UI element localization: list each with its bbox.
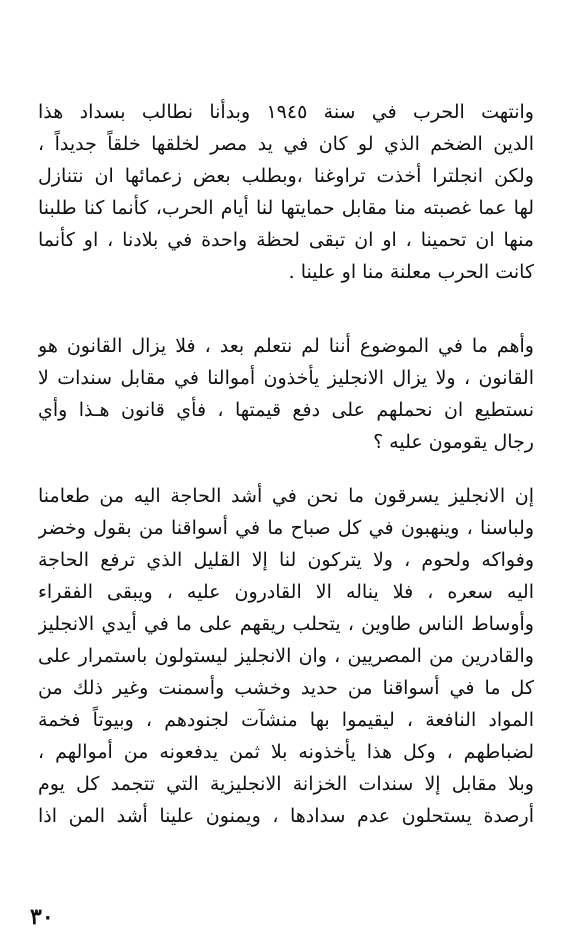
paragraph-line: أرصدة يستحلون عدم سدادها ، ويمنون علينا أشد المن اذا (38, 805, 534, 827)
paragraph-line: ولكن انجلترا أخذت تراوغنا ،وبطلب بعض زعمائها ان نتنازل (38, 165, 534, 187)
paragraph-3 (38, 480, 534, 832)
paragraph-line: وانتهت الحرب في سنة ١٩٤٥ وبدأنا نطالب بسداد هذا (38, 101, 534, 123)
paragraph-1 (38, 96, 534, 288)
paragraph-line: نستطيع ان نحملهم على دفع قيمتها ، فأي قانون هـذا وأي (38, 399, 534, 421)
paragraph-line: إن الانجليز يسرقون ما نحن في أشد الحاجة اليه من طعامنا (38, 485, 534, 507)
paragraph-line: وأهم ما في الموضوع أننا لم نتعلم بعد ، فلا يزال القانون هو (38, 335, 534, 357)
paragraph-line: القانون ، ولا يزال الانجليز يأخذون أموالنا في مقابل سندات لا (38, 367, 534, 389)
paragraph-2 (38, 330, 534, 458)
paragraph-line: والقادرين من المصريين ، وان الانجليز ليستولون باستمرار على (38, 645, 534, 667)
paragraph-line: اليه سعره ، فلا يناله الا القادرون عليه ، ويبقى الفقراء (38, 581, 534, 603)
paragraph-line: كل ما في أسواقنا من حديد وخشب وأسمنت وغير ذلك من (38, 677, 534, 699)
paragraph-line: وبلا مقابل إلا سندات الخزانة الانجليزية التي تتجمد كل يوم (38, 773, 534, 795)
paragraph-line: لها عما غصبته منا مقابل حمايتها لنا أيام الحرب، كأنما كنا طلبنا (38, 197, 534, 219)
paragraph-line: وفواكه ولحوم ، ولا يتركون لنا إلا القليل الذي ترفع الحاجة (38, 549, 534, 571)
paragraph-line: المواد النافعة ، ليقيموا بها منشآت لجنودهم ، وبيوتاً فخمة (38, 709, 534, 731)
paragraph-line: كانت الحرب معلنة منا او علينا . (288, 261, 534, 283)
paragraph-line: وأوساط الناس طاوين ، يتحلب ريقهم على ما في أيدي الانجليز (38, 613, 534, 635)
paragraph-line: لضباطهم ، وكل هذا يأخذونه بلا ثمن يدفعونه من أموالهم ، (38, 741, 534, 763)
paragraph-line: ولباسنا ، وينهبون في كل صباح ما في أسواقنا من بقول وخضر (38, 517, 534, 539)
page-number: ٣٠ (30, 904, 54, 930)
paragraph-line: الدين الضخم الذي لو كان في يد مصر لخلقها خلقاً جديداً ، (38, 133, 534, 155)
paragraph-line: منها ان تحمينا ، او ان تبقى لحظة واحدة في بلادنا ، او كأنما (38, 229, 534, 251)
paragraph-line: رجال يقومون عليه ؟ (373, 431, 534, 453)
